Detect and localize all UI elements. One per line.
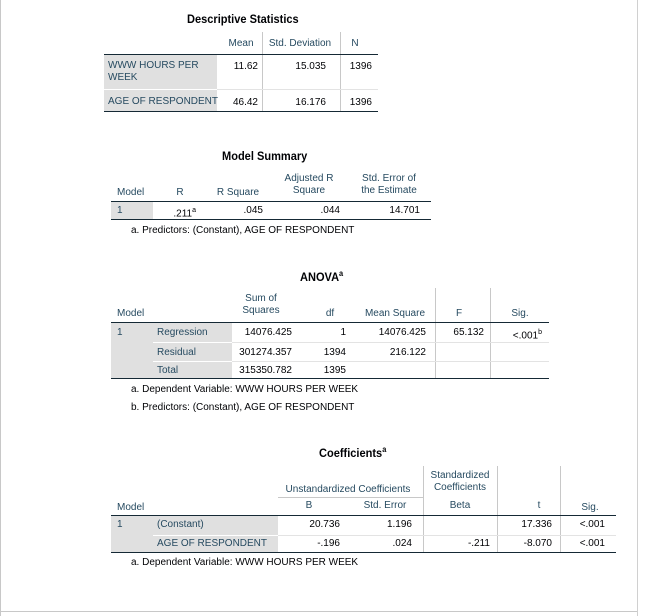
row-divider bbox=[232, 361, 549, 362]
value-b: -.196 bbox=[317, 538, 340, 549]
row-divider bbox=[104, 89, 217, 90]
output-frame-left bbox=[0, 0, 1, 616]
value-r: .211$^a$ bbox=[173, 207, 196, 220]
value-mean-square: 216.122 bbox=[389, 347, 426, 358]
row-divider bbox=[153, 342, 232, 343]
descriptive-title: Descriptive Statistics bbox=[187, 12, 299, 26]
value-f: 65.132 bbox=[453, 327, 484, 338]
header-std-deviation: Std. Deviation bbox=[268, 38, 332, 49]
header-adjusted-r-square: Adjusted R Square bbox=[284, 173, 334, 196]
output-frame-right bbox=[637, 0, 638, 616]
model-number: 1 bbox=[117, 519, 123, 530]
table-bottom-rule bbox=[104, 111, 378, 112]
value-df: 1394 bbox=[323, 347, 346, 358]
value-sig: <.001 bbox=[579, 538, 605, 549]
row-label-www-hours: WWW HOURS PER WEEK bbox=[108, 60, 199, 83]
coefficients-title: Coefficients$^a$ bbox=[319, 445, 387, 460]
header-r-square: R Square bbox=[216, 187, 260, 198]
row-label-total: Total bbox=[157, 365, 179, 376]
table-bottom-rule bbox=[111, 378, 549, 379]
header-mean-square: Mean Square bbox=[364, 308, 426, 319]
header-df: df bbox=[325, 308, 335, 319]
header-standardized-coefficients: Standardized Coefficients bbox=[430, 470, 490, 493]
column-divider bbox=[560, 466, 561, 552]
header-rule bbox=[111, 201, 431, 202]
value-sum-of-squares: 14076.425 bbox=[244, 327, 292, 338]
value-t: -8.070 bbox=[523, 538, 552, 549]
value-n: 1396 bbox=[349, 97, 372, 108]
value-sig: <.001 bbox=[579, 519, 605, 530]
value-beta: -.211 bbox=[467, 538, 490, 549]
value-mean: 46.42 bbox=[232, 97, 258, 108]
header-model: Model bbox=[117, 187, 145, 198]
header-group-rule bbox=[278, 497, 423, 498]
header-n: N bbox=[351, 38, 359, 49]
value-sum-of-squares: 301274.357 bbox=[239, 347, 292, 358]
row-label-age: AGE OF RESPONDENT bbox=[108, 96, 219, 107]
output-frame-bottom bbox=[0, 611, 637, 612]
value-adjusted-r-square: .044 bbox=[320, 205, 340, 216]
header-unstandardized-coefficients: Unstandardized Coefficients bbox=[285, 484, 411, 495]
row-divider bbox=[278, 535, 616, 536]
model-number: 1 bbox=[117, 205, 123, 216]
header-t: t bbox=[537, 500, 541, 511]
column-divider bbox=[497, 466, 498, 552]
value-sig: <.001$^b$ bbox=[512, 329, 542, 342]
table-bottom-rule bbox=[111, 552, 616, 553]
footnote-dependent-variable: a. Dependent Variable: WWW HOURS PER WEEK bbox=[131, 384, 359, 395]
header-model: Model bbox=[117, 502, 145, 513]
value-r-square: .045 bbox=[243, 205, 263, 216]
column-divider bbox=[490, 288, 491, 378]
value-std-error: 14.701 bbox=[389, 205, 420, 216]
value-t: 17.336 bbox=[521, 519, 552, 530]
header-r: R bbox=[176, 187, 184, 198]
model-summary-title: Model Summary bbox=[222, 149, 308, 163]
value-std-deviation: 16.176 bbox=[295, 97, 326, 108]
header-sig: Sig. bbox=[511, 308, 529, 319]
row-label-constant: (Constant) bbox=[157, 519, 204, 530]
footnote-predictors: a. Predictors: (Constant), AGE OF RESPONDENT bbox=[131, 225, 355, 236]
column-divider bbox=[435, 288, 436, 378]
value-mean: 11.62 bbox=[233, 61, 258, 72]
value-std-error: 1.196 bbox=[386, 519, 412, 530]
row-label-regression: Regression bbox=[157, 327, 208, 338]
row-divider bbox=[153, 535, 278, 536]
header-sig: Sig. bbox=[581, 502, 599, 513]
footnote-predictors: b. Predictors: (Constant), AGE OF RESPONDENT bbox=[131, 402, 355, 413]
header-model: Model bbox=[117, 308, 145, 319]
model-number: 1 bbox=[117, 327, 123, 338]
header-std-error-estimate: Std. Error of the Estimate bbox=[361, 173, 417, 196]
column-divider bbox=[423, 466, 424, 552]
row-label-residual: Residual bbox=[157, 347, 196, 358]
row-label-age: AGE OF RESPONDENT bbox=[157, 538, 268, 549]
value-std-error: .024 bbox=[392, 538, 412, 549]
value-df: 1 bbox=[340, 327, 346, 338]
header-beta: Beta bbox=[449, 500, 471, 511]
value-n: 1396 bbox=[349, 61, 372, 72]
footnote-dependent-variable: a. Dependent Variable: WWW HOURS PER WEEK bbox=[131, 557, 359, 568]
column-divider bbox=[262, 32, 263, 112]
header-sum-of-squares: Sum of Squares bbox=[242, 293, 280, 316]
column-divider bbox=[340, 32, 341, 112]
table-bottom-rule bbox=[111, 219, 431, 220]
header-b: B bbox=[305, 500, 313, 511]
value-mean-square: 14076.425 bbox=[378, 327, 426, 338]
row-divider bbox=[217, 89, 378, 90]
row-divider bbox=[153, 361, 232, 362]
value-sum-of-squares: 315350.782 bbox=[239, 365, 292, 376]
value-std-deviation: 15.035 bbox=[295, 61, 326, 72]
header-f: F bbox=[455, 308, 463, 319]
anova-title: ANOVA$^a$ bbox=[300, 269, 344, 284]
header-mean: Mean bbox=[228, 38, 254, 49]
value-b: 20.736 bbox=[309, 519, 340, 530]
header-std-error: Std. Error bbox=[363, 500, 407, 511]
value-df: 1395 bbox=[323, 365, 346, 376]
